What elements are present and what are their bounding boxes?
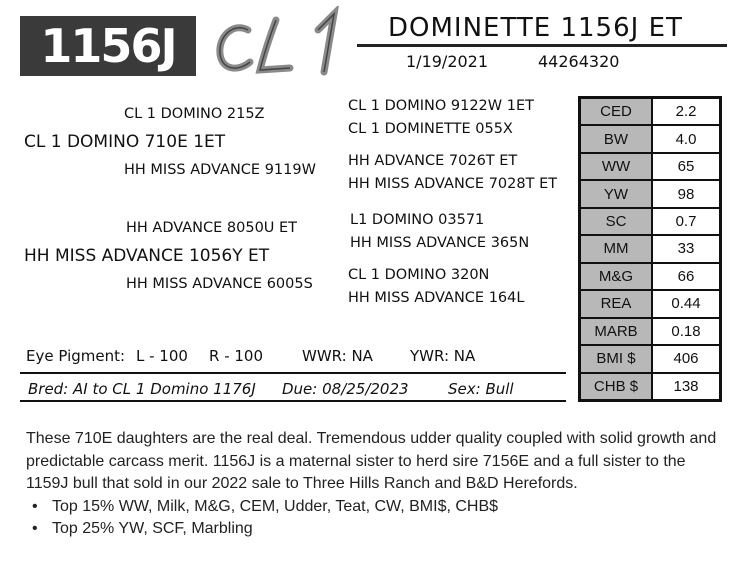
- lot-number-badge: 1156J: [20, 16, 196, 76]
- due-date: Due: 08/25/2023: [282, 380, 409, 398]
- pedigree-sire: CL 1 DOMINO 710E 1ET: [24, 132, 226, 152]
- epd-value: 2.2: [652, 98, 720, 125]
- pedigree-dam-sire-dam: HH MISS ADVANCE 365N: [350, 235, 530, 251]
- pedigree-dam-dam-dam: HH MISS ADVANCE 164L: [348, 290, 525, 306]
- epd-value: 66: [652, 263, 720, 290]
- epd-value: 406: [652, 345, 720, 372]
- pedigree-sire-dam: HH MISS ADVANCE 9119W: [124, 162, 316, 178]
- list-item: • Top 15% WW, Milk, M&G, CEM, Udder, Teat, CW, BMI$, CHB$: [52, 496, 726, 519]
- bred-to: Bred: AI to CL 1 Domino 1176J: [28, 380, 256, 398]
- notes-bullets: [26, 496, 726, 541]
- epd-label: CED: [580, 98, 652, 125]
- title-divider: [357, 44, 727, 47]
- pedigree-dam: HH MISS ADVANCE 1056Y ET: [24, 246, 270, 266]
- breeding-info: [20, 372, 566, 402]
- epd-value: 4.0: [652, 125, 720, 152]
- registration-number: 44264320: [538, 52, 620, 71]
- birth-date: 1/19/2021: [406, 52, 489, 71]
- eye-pigment-right: R - 100: [209, 347, 264, 365]
- epd-label: SC: [580, 208, 652, 235]
- calf-sex: Sex: Bull: [448, 380, 514, 398]
- notes-paragraph: These 710E daughters are the real deal. Tremendous udder quality coupled with solid growth and predictable carcass merit. 1156J is a maternal sister to herd sire 7156E and a full sister to the 1159J bull that sold in our 2022 sale to Three Hills Ranch and B&D Herefords.: [26, 430, 717, 492]
- epd-value: 65: [652, 153, 720, 180]
- pedigree-dam-sire: HH ADVANCE 8050U ET: [126, 220, 298, 236]
- epd-value: 0.7: [652, 208, 720, 235]
- epd-value: 33: [652, 235, 720, 262]
- epd-value: 98: [652, 180, 720, 207]
- pedigree-sire-sire: CL 1 DOMINO 215Z: [124, 106, 265, 122]
- ywr-score: YWR: NA: [410, 347, 476, 365]
- epd-label: BMI $: [580, 345, 652, 372]
- epd-table: [578, 96, 722, 402]
- pedigree-sire-dam-dam: HH MISS ADVANCE 7028T ET: [348, 176, 558, 192]
- pedigree-sire-sire-dam: CL 1 DOMINETTE 055X: [348, 121, 513, 137]
- eye-pigment-label: Eye Pigment:: [26, 347, 126, 365]
- pedigree-dam-dam-sire: CL 1 DOMINO 320N: [348, 267, 490, 283]
- epd-label: WW: [580, 153, 652, 180]
- wwr-score: WWR: NA: [302, 347, 373, 365]
- ranch-logo: [212, 6, 362, 80]
- epd-value: 0.18: [652, 318, 720, 345]
- epd-label: YW: [580, 180, 652, 207]
- lot-notes: [26, 428, 726, 541]
- eye-pigment-left: L - 100: [136, 347, 188, 365]
- pedigree-sire-sire-sire: CL 1 DOMINO 9122W 1ET: [348, 98, 534, 114]
- pedigree-sire-dam-sire: HH ADVANCE 7026T ET: [348, 153, 518, 169]
- animal-name: DOMINETTE 1156J ET: [388, 13, 683, 43]
- epd-value: 138: [652, 373, 720, 400]
- epd-label: MARB: [580, 318, 652, 345]
- pedigree-dam-sire-sire: L1 DOMINO 03571: [350, 212, 485, 228]
- epd-label: M&G: [580, 263, 652, 290]
- epd-label: REA: [580, 290, 652, 317]
- epd-label: BW: [580, 125, 652, 152]
- list-item: • Top 25% YW, SCF, Marbling: [52, 518, 726, 541]
- pedigree-dam-dam: HH MISS ADVANCE 6005S: [126, 276, 313, 292]
- epd-label: CHB $: [580, 373, 652, 400]
- epd-value: 0.44: [652, 290, 720, 317]
- epd-label: MM: [580, 235, 652, 262]
